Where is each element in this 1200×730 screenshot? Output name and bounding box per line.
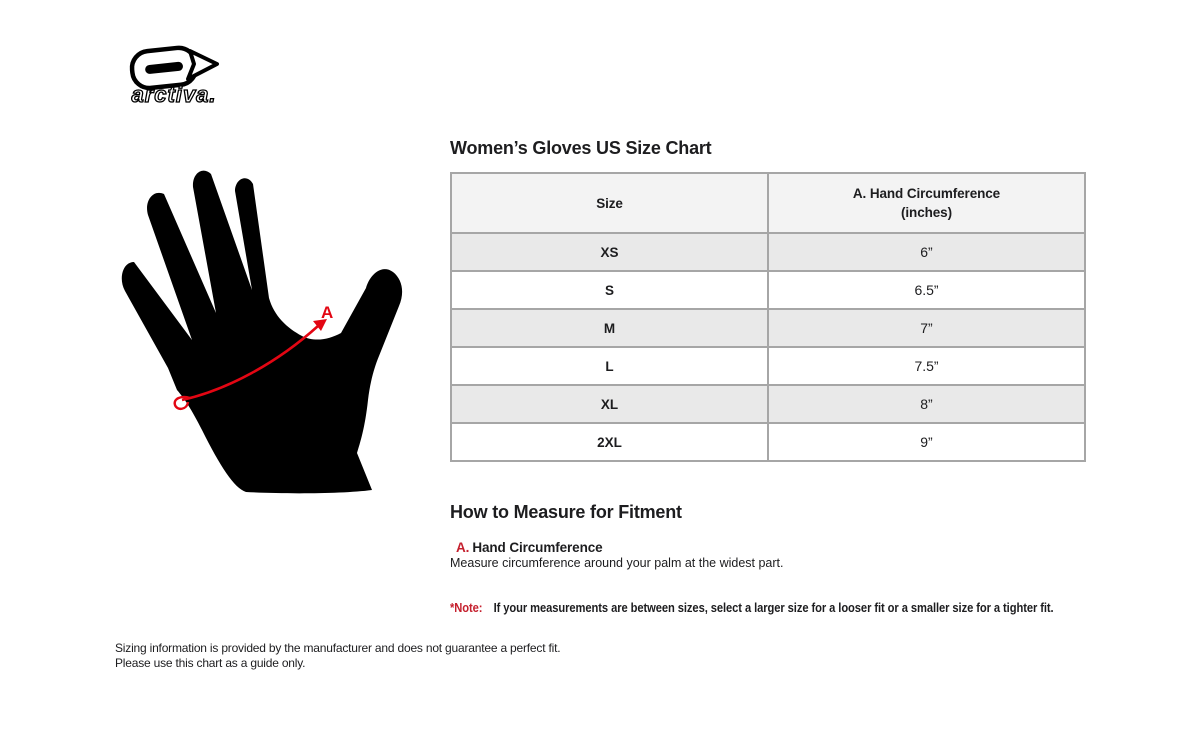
size-table (450, 172, 1086, 462)
size-cell: L (451, 347, 768, 385)
brand-wordmark: arctiva. (131, 82, 217, 107)
column-header-size: Size (451, 173, 768, 233)
circumference-cell: 6” (768, 233, 1085, 271)
measure-item-a (456, 539, 1086, 556)
arctiva-logo-icon (116, 36, 240, 110)
size-cell: M (451, 309, 768, 347)
size-cell: XL (451, 385, 768, 423)
circumference-cell: 7.5” (768, 347, 1085, 385)
note-text: If your measurements are between sizes, select a larger size for a looser fit or a smaller size for a tighter fit. (493, 600, 1054, 615)
size-table-row (451, 309, 1085, 347)
circumference-cell: 8” (768, 385, 1085, 423)
measure-item-description: Measure circumference around your palm at the widest part. (450, 556, 784, 570)
disclaimer-line2: Please use this chart as a guide only. (115, 655, 306, 670)
sizing-note (450, 600, 1054, 615)
page-title: Women’s Gloves US Size Chart (450, 138, 712, 158)
arrow-icon (188, 51, 217, 79)
measure-item-label: Hand Circumference (472, 540, 603, 555)
measure-section-title: How to Measure for Fitment (450, 502, 682, 522)
disclaimer-line1: Sizing information is provided by the manufacturer and does not guarantee a perfect fit. (115, 641, 561, 655)
circumference-cell: 9” (768, 423, 1085, 461)
brand-logo (116, 36, 240, 110)
measure-item-key: A. (456, 540, 470, 555)
size-cell: 2XL (451, 423, 768, 461)
diagram-marker-a: A (321, 303, 334, 322)
column-header-circumference (768, 173, 1085, 233)
hand-measurement-diagram (102, 158, 432, 503)
column-header-circumference-line2: (inches) (901, 205, 952, 220)
size-cell: S (451, 271, 768, 309)
size-table-row (451, 233, 1085, 271)
size-cell: XS (451, 233, 768, 271)
size-table-row (451, 347, 1085, 385)
size-table-row (451, 423, 1085, 461)
size-table-body (451, 233, 1085, 461)
circumference-cell: 6.5” (768, 271, 1085, 309)
size-chart-section (450, 138, 1086, 615)
disclaimer (115, 641, 560, 670)
size-table-header-row (451, 173, 1085, 233)
column-header-circumference-line1: A. Hand Circumference (852, 186, 1001, 201)
glove-silhouette (122, 171, 402, 494)
size-table-row (451, 271, 1085, 309)
note-label: *Note: (450, 600, 483, 615)
circumference-cell: 7” (768, 309, 1085, 347)
size-table-row (451, 385, 1085, 423)
